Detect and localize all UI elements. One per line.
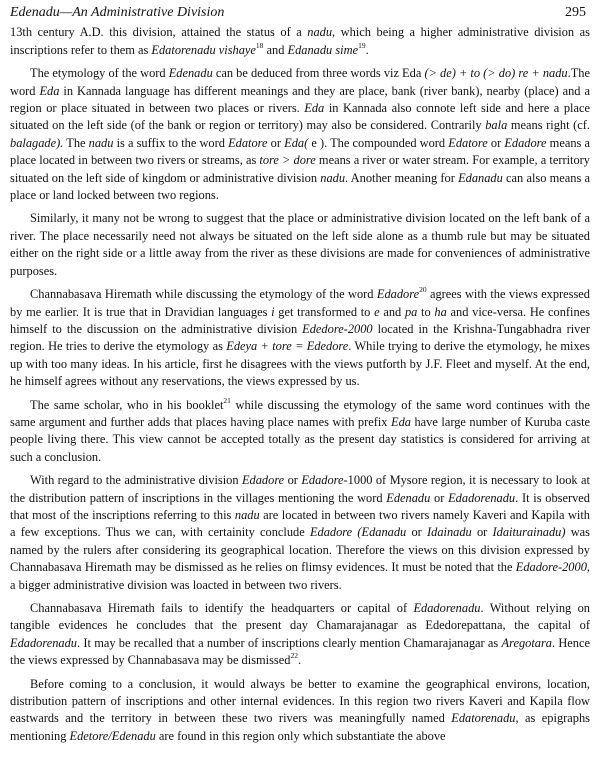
paragraph-7: Channabasava Hiremath fails to identify the headquarters or capital of Edadorenadu. Without relying on tangible evidences he concludes that the present day Chamarajanagar as Ededorepattana, the capital of Edadorenadu. It may be recalled that a number of inscriptions clearly mention Chamarajanagar as Aregotara. Hence the views expressed by Channabasava may be dismissed$^{22}$. [10, 601, 591, 668]
running-title: Edenadu—An Administrative Division [10, 5, 225, 20]
paragraph-3: Similarly, it many not be wrong to suggest that the place or administrative division located on the left bank of a river. The place necessarily need not always be situated on the left side alone as a thumb rule but may be situated either on the right side or a little away from the river as these divisions are made for conveniences of administrative purposes. [10, 211, 590, 278]
page-header [10, 4, 590, 21]
footnote-ref-22: 22 [290, 651, 298, 661]
paragraph-2: The etymology of the word Edenadu can be deduced from three words viz Eda (> de) + to (> do) re + nadu.The word Eda in Kannada language has different meanings and they are place, bank (river bank), nearby (place) and a region or place situated in between two places or rivers. Eda in Kannada also connote left side and here a place situated on the left side (of the bank or region or territory) may also be considered. Contrarily bala means right (cf. balagade). The nadu is a suffix to the word Edatore or Eda( e ). The compounded word Edatore or Edadore means a place located in between two rivers or streams, as tore > dore means a river or water stream. For example, a territory situated on the left side of kingdom or administrative division nadu. Another meaning for Edanadu can also means a place or land locked between two regions. [10, 66, 591, 203]
footnote-ref-21: 21 [223, 395, 231, 405]
paragraph-5: The same scholar, who in his booklet$^{21}$ while discussing the etymology of the same word continues with the same argument and further adds that places having place names with prefix Eda have large number of Kuruba caste people living there. This view cannot be accepted totally as the present day statistics is considered for arriving at such a conclusion. [10, 395, 591, 464]
page-number: 295 [565, 5, 586, 20]
paragraph-4: Channabasava Hiremath while discussing the etymology of the word Edadore$^{20}$ agrees with the views expressed by me earlier. It is true that in Dravidian languages i get transformed to e and pa to ha and vice-versa. He confines himself to the discussion on the administrative division Ededore-2000 located in the Krishna-Tungabhadra river region. He tries to derive the etymology as Edeya + tore = Ededore. While trying to derive the etymology, he mixes up with too many ideas. In his article, first he disagrees with the views putforth by J.F. Fleet and myself. At the end, he himself agrees without any reservations, the views expressed by us. [10, 285, 590, 389]
footnote-ref-19: 19 [358, 40, 366, 50]
paragraph-1: 13th century A.D. this division, attained the status of a nadu, which being a higher administrative division as inscriptions refer to them as Edatorenadu vishaye$^{18}$ and Edanadu sime$^{19}$. [10, 25, 590, 57]
footnote-ref-20: 20 [419, 285, 427, 295]
paragraph-8: Before coming to a conclusion, it would always be better to examine the geographical environs, location, distribution pattern of inscriptions and other internal evidences. In this region two rivers Kaveri and Kapila flow eastwards and the territory in between these two rivers was meaningfully named Edatorenadu, as epigraphs mentioning Edetore/Edenadu are found in this region only which substantiate the above [10, 676, 590, 743]
footnote-ref-18: 18 [255, 40, 264, 50]
paragraph-6: With regard to the administrative division Edadore or Edadore-1000 of Mysore region, it is necessary to look at the distribution pattern of inscriptions in the villages mentioning the word Edenadu or Edadorenadu. It is observed that most of the inscriptions referring to this nadu are located in between two rivers namely Kaveri and Kapila with a few exceptions. Thus we can, with certainity conclude Edadore (Edanadu or Idainadu or Idaiturainadu) was named by the rulers after considering its geographical location. Therefore the views on this division expressed by Channabasava Hiremath may be dismissed as he relies on flimsy evidences. It must be noted that the Edadore-2000, a bigger administrative division was loacted in between two rivers. [10, 473, 590, 592]
